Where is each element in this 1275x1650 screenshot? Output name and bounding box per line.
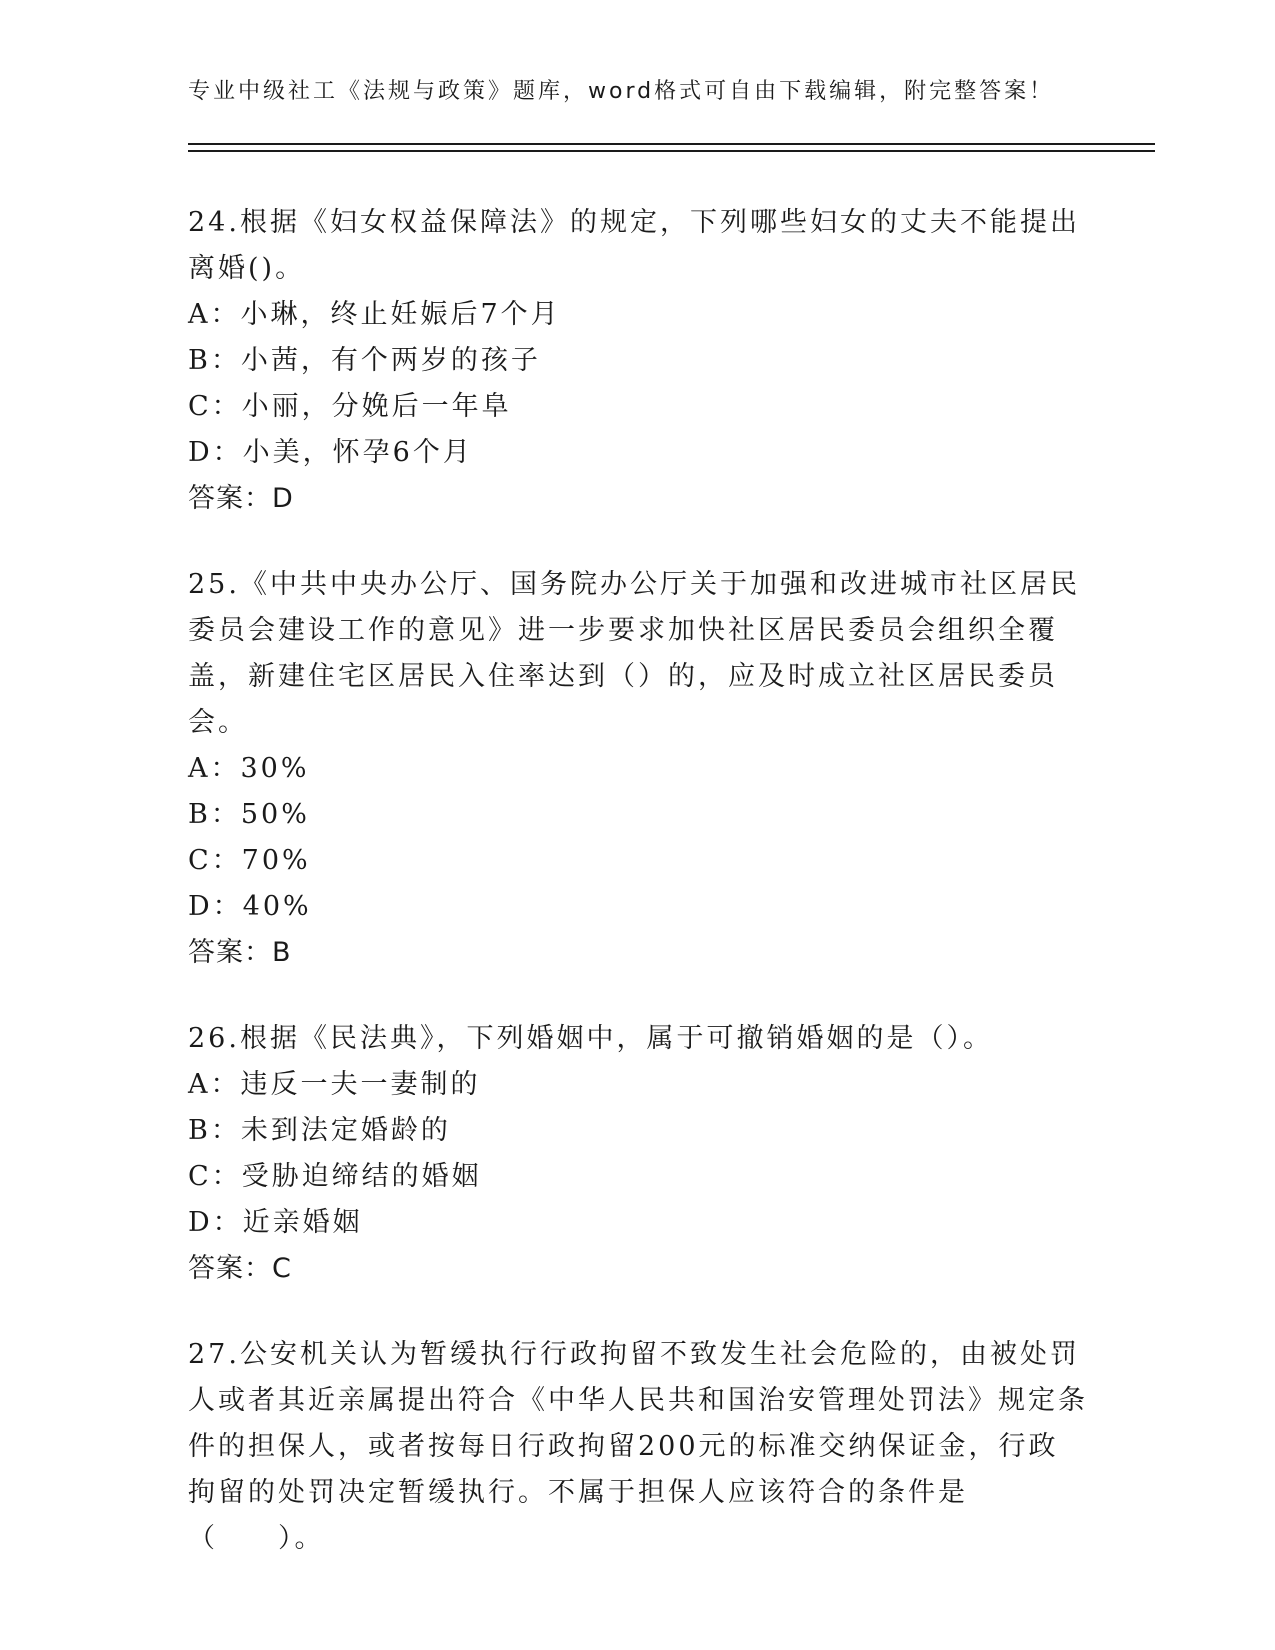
question-25 — [188, 562, 1088, 976]
header-divider — [188, 143, 1155, 152]
option-b: B：50% — [188, 799, 310, 830]
option-c: C：70% — [188, 845, 311, 876]
option-d: D：近亲婚姻 — [188, 1207, 363, 1238]
page-header: 专业中级社工《法规与政策》题库，word格式可自由下载编辑，附完整答案！ — [188, 79, 1055, 104]
answer: 答案：D — [188, 483, 294, 514]
option-b: B：未到法定婚龄的 — [188, 1115, 451, 1146]
option-d: D：40% — [188, 891, 312, 922]
option-c: C：受胁迫缔结的婚姻 — [188, 1161, 482, 1192]
question-27 — [188, 1332, 1088, 1562]
question-stem: 24.根据《妇女权益保障法》的规定，下列哪些妇女的丈夫不能提出离婚()。 — [188, 207, 1080, 284]
question-list — [188, 200, 1088, 1602]
option-a: A：小琳，终止妊娠后7个月 — [188, 299, 561, 330]
option-d: D：小美，怀孕6个月 — [188, 437, 473, 468]
option-c: C：小丽，分娩后一年阜 — [188, 391, 512, 422]
question-26 — [188, 1016, 1088, 1292]
option-a: A：30% — [188, 753, 310, 784]
question-stem: 25.《中共中央办公厅、国务院办公厅关于加强和改进城市社区居民委员会建设工作的意见》进一步要求加快社区居民委员会组织全覆盖，新建住宅区居民入住率达到（）的，应及时成立社区居民委员会。 — [188, 569, 1080, 738]
answer: 答案：B — [188, 937, 292, 968]
question-stem: 26.根据《民法典》，下列婚姻中，属于可撤销婚姻的是（）。 — [188, 1023, 993, 1054]
answer: 答案：C — [188, 1253, 292, 1284]
option-a: A：违反一夫一妻制的 — [188, 1069, 481, 1100]
question-stem: 27.公安机关认为暂缓执行行政拘留不致发生社会危险的，由被处罚人或者其近亲属提出符合《中华人民共和国治安管理处罚法》规定条件的担保人，或者按每日行政拘留200元的标准交纳保证金，行政拘留的处罚决定暂缓执行。不属于担保人应该符合的条件是（ ）。 — [188, 1339, 1088, 1554]
option-b: B：小茜，有个两岁的孩子 — [188, 345, 541, 376]
question-24 — [188, 200, 1088, 522]
